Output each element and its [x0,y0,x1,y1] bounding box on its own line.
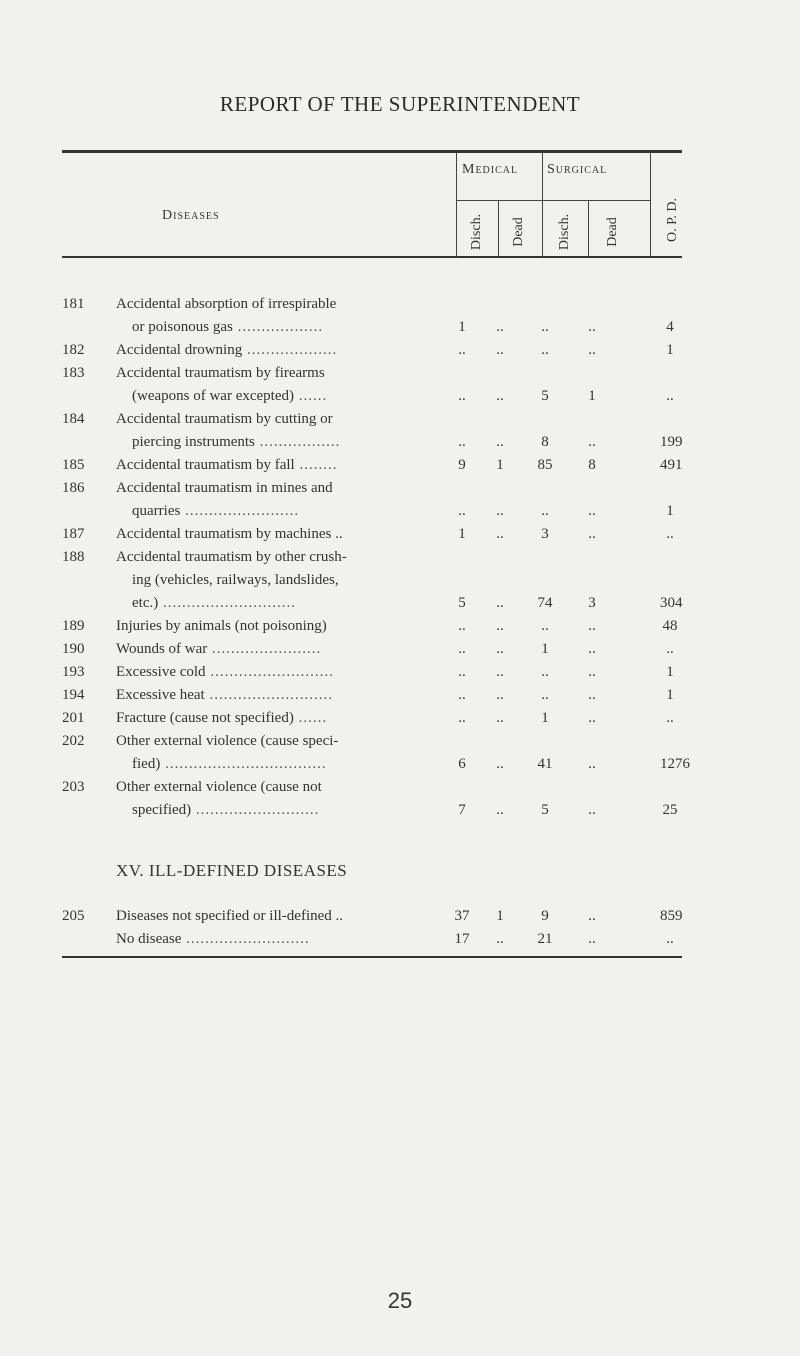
page-title: REPORT OF THE SUPERINTENDENT [219,92,581,116]
section-title: XV. ILL-DEFINED DISEASES [116,861,348,880]
col-divider [542,152,543,257]
opd-header: O. P. D. [665,198,680,242]
surgical-dead-header: Dead [605,217,620,247]
diseases-header: Diseases [162,208,220,223]
col-divider [456,152,457,257]
medical-header: Medical [462,162,519,177]
subheader-rule [456,200,650,201]
col-divider [650,152,651,257]
col-divider [498,200,499,257]
col-divider [588,200,589,257]
page-number: 25 [387,1288,413,1313]
table-top-rule [62,150,682,153]
table-bottom-rule [62,956,682,958]
medical-dead-header: Dead [511,217,526,247]
header-bottom-rule [62,256,682,258]
surgical-disch-header: Disch. [557,213,572,251]
medical-disch-header: Disch. [469,213,484,251]
surgical-header: Surgical [547,162,608,177]
